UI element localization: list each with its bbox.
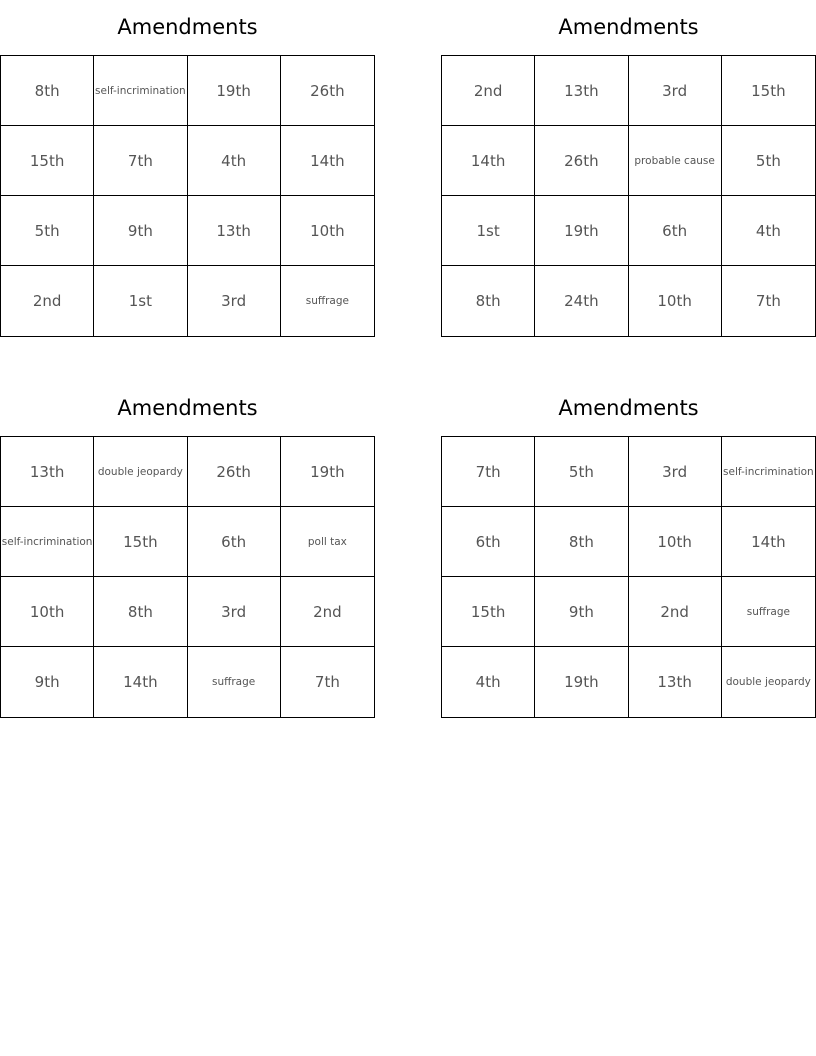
bingo-cell: 26th: [281, 56, 374, 126]
bingo-cell: probable cause: [629, 126, 722, 196]
bingo-cell: poll tax: [281, 507, 374, 577]
bingo-cell: 19th: [281, 437, 374, 507]
bingo-cell: 10th: [629, 507, 722, 577]
bingo-cell: 1st: [442, 196, 535, 266]
bingo-cell: 9th: [535, 577, 628, 647]
bingo-cell: 15th: [94, 507, 187, 577]
bingo-cell: 8th: [1, 56, 94, 126]
bingo-cell: 3rd: [188, 266, 281, 336]
bingo-cell: 14th: [94, 647, 187, 717]
bingo-cell: 5th: [722, 126, 815, 196]
bingo-cell: 2nd: [629, 577, 722, 647]
bingo-cell: 10th: [281, 196, 374, 266]
bingo-cell: 6th: [188, 507, 281, 577]
bingo-cell: 15th: [722, 56, 815, 126]
bingo-cell: 2nd: [442, 56, 535, 126]
bingo-cell: 2nd: [1, 266, 94, 336]
card-title: Amendments: [558, 15, 699, 39]
bingo-cell: 15th: [442, 577, 535, 647]
bingo-cell: self-incrimination: [722, 437, 815, 507]
bingo-cell: 9th: [1, 647, 94, 717]
card-title: Amendments: [558, 396, 699, 420]
card-title: Amendments: [117, 15, 258, 39]
bingo-cell: 26th: [535, 126, 628, 196]
bingo-cell: 14th: [722, 507, 815, 577]
bingo-cell: 24th: [535, 266, 628, 336]
bingo-cell: 8th: [94, 577, 187, 647]
bingo-cell: 2nd: [281, 577, 374, 647]
bingo-cell: 19th: [535, 647, 628, 717]
bingo-cell: 5th: [1, 196, 94, 266]
bingo-cell: 13th: [188, 196, 281, 266]
bingo-cell: suffrage: [305, 295, 349, 307]
card-title: Amendments: [117, 396, 258, 420]
bingo-grid: [441, 55, 816, 337]
bingo-cell: 3rd: [188, 577, 281, 647]
bingo-grid: [441, 436, 816, 718]
bingo-cell: 26th: [188, 437, 281, 507]
bingo-cell: 4th: [722, 196, 815, 266]
bingo-cell: 8th: [535, 507, 628, 577]
bingo-cell: 7th: [442, 437, 535, 507]
bingo-cell: self-incrimination: [1, 507, 94, 577]
bingo-card: [441, 0, 816, 337]
bingo-cell: 19th: [535, 196, 628, 266]
bingo-cell: 7th: [94, 126, 187, 196]
bingo-grid: [0, 436, 375, 718]
bingo-cell: 13th: [1, 437, 94, 507]
bingo-card: [441, 381, 816, 718]
bingo-cell: 6th: [442, 507, 535, 577]
bingo-cell: 10th: [629, 266, 722, 336]
bingo-cell: 1st: [94, 266, 187, 336]
bingo-cell: 13th: [629, 647, 722, 717]
bingo-cell: double jeopardy: [725, 676, 811, 688]
bingo-card: [0, 381, 375, 718]
bingo-cell: 9th: [94, 196, 187, 266]
bingo-cell: 8th: [442, 266, 535, 336]
bingo-cell: suffrage: [188, 647, 281, 717]
bingo-cell: 19th: [188, 56, 281, 126]
bingo-cell: 7th: [314, 673, 340, 691]
bingo-cell: 14th: [442, 126, 535, 196]
bingo-cell: 6th: [629, 196, 722, 266]
bingo-cell: 13th: [535, 56, 628, 126]
bingo-cell: double jeopardy: [94, 437, 187, 507]
bingo-cell: 7th: [755, 292, 781, 310]
bingo-cell: 15th: [1, 126, 94, 196]
bingo-cell: suffrage: [722, 577, 815, 647]
bingo-cell: 4th: [188, 126, 281, 196]
bingo-card: [0, 0, 375, 337]
bingo-cell: 4th: [442, 647, 535, 717]
bingo-cell: 3rd: [629, 56, 722, 126]
bingo-cell: 3rd: [629, 437, 722, 507]
bingo-grid: [0, 55, 375, 337]
bingo-cell: 14th: [281, 126, 374, 196]
bingo-cell: 10th: [1, 577, 94, 647]
bingo-cell: 5th: [535, 437, 628, 507]
bingo-cell: self-incrimination: [94, 56, 187, 126]
